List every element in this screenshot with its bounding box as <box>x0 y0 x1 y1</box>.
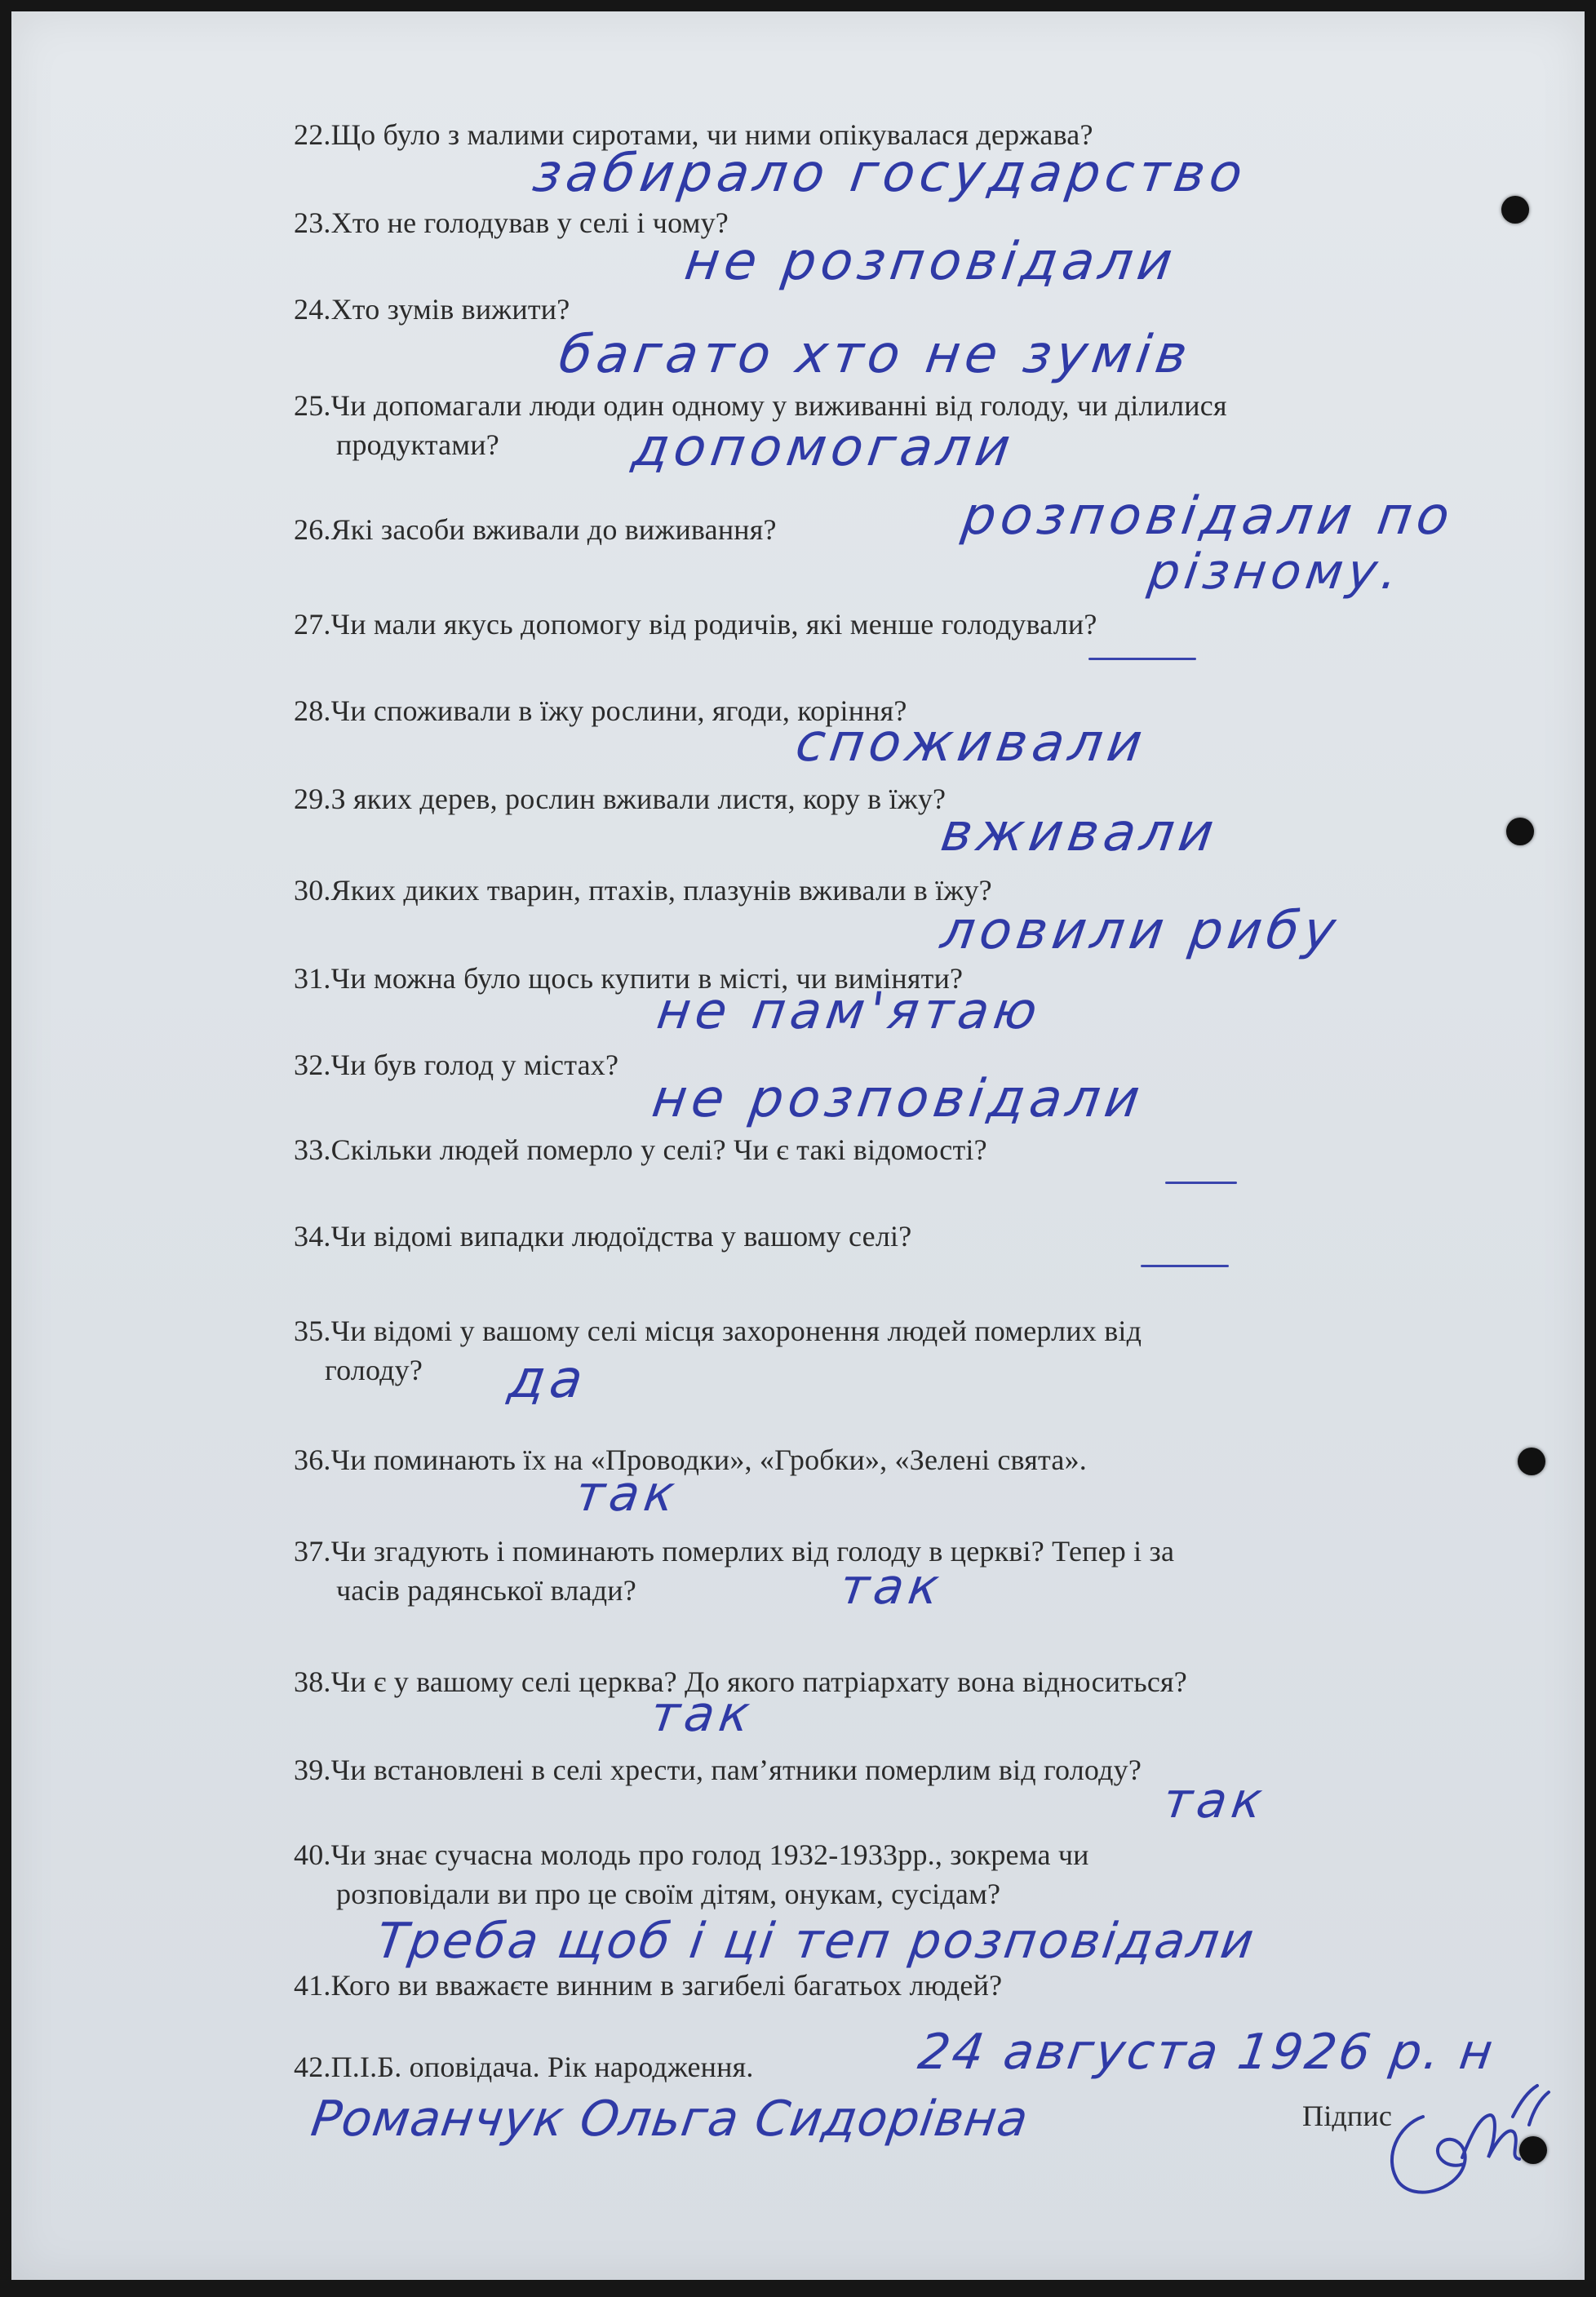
question-23: 23.Хто не голодував у селі і чому? <box>294 206 729 239</box>
question-41: 41.Кого ви вважаєте винним в загибелі багатьох людей? <box>294 1969 1003 2002</box>
answer-27-dash <box>1088 658 1196 660</box>
question-37-line2: часів радянської влади? <box>336 1574 636 1607</box>
answer-36: так <box>572 1466 683 1523</box>
question-28: 28.Чи споживали в їжу рослини, ягоди, коріння? <box>294 694 907 727</box>
question-22: 22.Що було з малими сиротами, чи ними опікувалася держава? <box>294 118 1093 151</box>
answer-39: так <box>1159 1772 1270 1829</box>
answer-34-dash <box>1141 1265 1229 1267</box>
answer-42-name: Романчук Ольга Сидорівна <box>308 2091 1032 2148</box>
question-42: 42.П.І.Б. оповідача. Рік народження. <box>294 2051 754 2083</box>
question-29: 29.З яких дерев, рослин вживали листя, кору в їжу? <box>294 783 947 815</box>
signature-label: Підпис <box>1302 2100 1393 2132</box>
question-38: 38.Чи є у вашому селі церква? До якого патріархату вона відноситься? <box>294 1665 1187 1698</box>
answer-35: да <box>504 1350 592 1410</box>
question-26: 26.Які засоби вживали до виживання? <box>294 513 777 546</box>
question-33: 33.Скільки людей померло у селі? Чи є такі відомості? <box>294 1133 987 1166</box>
question-25-line1: 25.Чи допомагали люди один одному у виживанні від голоду, чи ділилися <box>294 389 1227 422</box>
punch-hole-upper-middle <box>1506 818 1534 845</box>
answer-23: не розповідали <box>681 232 1181 292</box>
question-31: 31.Чи можна було щось купити в місті, чи виміняти? <box>294 962 964 995</box>
answer-22: забирало государство <box>529 144 1252 204</box>
question-36: 36.Чи поминають їх на «Проводки», «Гробки», «Зелені свята». <box>294 1443 1087 1476</box>
question-30: 30.Яких диких тварин, птахів, плазунів вживали в їжу? <box>294 874 992 907</box>
answer-28: споживали <box>791 713 1151 774</box>
question-35-line2: голоду? <box>325 1354 423 1386</box>
answer-40: Треба щоб і ці теп розповідали <box>373 1913 1260 1970</box>
punch-hole-bottom <box>1519 2136 1547 2164</box>
question-39: 39.Чи встановлені в селі хрести, пам’ятники померлим від голоду? <box>294 1754 1142 1786</box>
answer-32: не розповідали <box>648 1069 1149 1129</box>
punch-hole-top <box>1501 196 1529 224</box>
answer-30: ловили рибу <box>937 901 1344 961</box>
answer-26-line2: різному. <box>1145 543 1407 601</box>
question-27: 27.Чи мали якусь допомогу від родичів, які менше голодували? <box>294 608 1097 641</box>
answer-42-birthdate: 24 августа 1926 р. н <box>915 2024 1499 2081</box>
question-40-line2: розповідали ви про це своїм дітям, онукам, сусідам? <box>336 1878 1001 1910</box>
question-32: 32.Чи був голод у містах? <box>294 1049 619 1081</box>
question-34: 34.Чи відомі випадки людоїдства у вашому селі? <box>294 1220 912 1253</box>
punch-hole-lower-middle <box>1518 1448 1545 1475</box>
question-35-line1: 35.Чи відомі у вашому селі місця захоронення людей померлих від <box>294 1315 1142 1347</box>
question-25-line2: продуктами? <box>336 428 499 461</box>
answer-37: так <box>836 1559 947 1616</box>
questionnaire-page <box>11 11 1585 2280</box>
answer-26-line1: розповідали по <box>958 486 1458 547</box>
answer-24: багато хто не зумів <box>555 325 1196 385</box>
answer-31: не пам'ятаю <box>653 981 1046 1040</box>
answer-33-dash <box>1165 1182 1237 1184</box>
question-40-line1: 40.Чи знає сучасна молодь про голод 1932-1933рр., зокрема чи <box>294 1838 1089 1871</box>
question-37-line1: 37.Чи згадують і поминають померлих від голоду в церкві? Тепер і за <box>294 1535 1175 1568</box>
answer-25: допомогали <box>628 418 1019 478</box>
answer-38: так <box>647 1686 758 1743</box>
answer-29: вживали <box>937 803 1222 863</box>
question-24: 24.Хто зумів вижити? <box>294 293 570 326</box>
